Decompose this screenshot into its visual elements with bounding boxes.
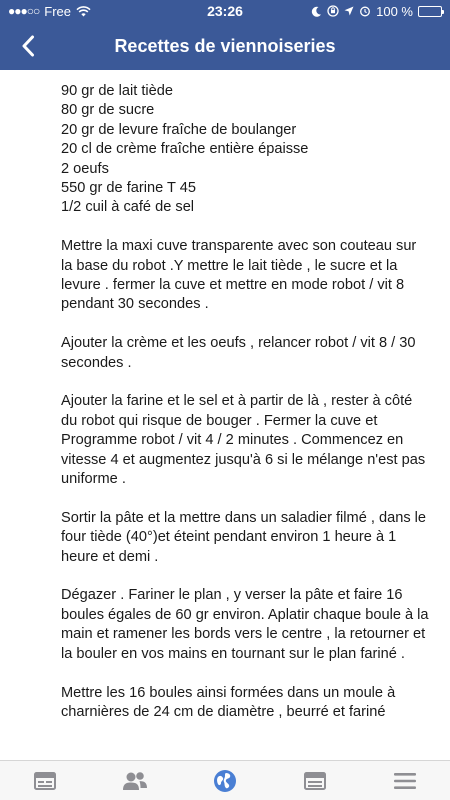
hamburger-menu-icon bbox=[394, 772, 416, 790]
tab-articles[interactable] bbox=[285, 762, 345, 800]
chevron-left-icon bbox=[21, 35, 35, 57]
tab-explore[interactable] bbox=[195, 762, 255, 800]
page-title: Recettes de viennoiseries bbox=[114, 35, 336, 56]
recipe-step: Mettre la maxi cuve transparente avec son couteau sur la base du robot .Y mettre le lait tiède , le sucre et la levure . fermer la cuve et mettre en mode robot / vit 8 pendant 30 secondes . bbox=[61, 238, 417, 313]
ingredient-item: 1/2 cuil à café de sel bbox=[61, 199, 195, 216]
tab-community[interactable] bbox=[105, 762, 165, 800]
recipe-step: Mettre les 16 boules ainsi formées dans un moule à charnières de 24 cm de diamètre , beurré et fariné bbox=[61, 684, 396, 720]
signal-icon: ●●●○○ bbox=[8, 4, 40, 18]
browser-window-icon bbox=[34, 772, 56, 790]
status-left bbox=[8, 4, 91, 19]
tab-news[interactable] bbox=[15, 762, 75, 800]
back-button[interactable] bbox=[12, 30, 44, 62]
battery-percent: 100 % bbox=[376, 3, 413, 19]
tab-menu[interactable] bbox=[375, 762, 435, 800]
recipe-step: Ajouter la farine et le sel et à partir de là , rester à côté du robot qui risque de bouger . Fermer la cuve et Programme robot / vit 4 / 2 minutes . Commencez en vitesse 4 et augmentez jusqu'à 6 si le mélange n'est pas uniforme . bbox=[61, 393, 426, 488]
location-icon bbox=[344, 6, 354, 16]
moon-icon bbox=[311, 6, 322, 17]
recipe-content[interactable] bbox=[0, 70, 450, 760]
battery-icon bbox=[418, 6, 442, 17]
recipe-step: Dégazer . Fariner le plan , y verser la pâte et faire 16 boules égales de 60 gr environ. Aplatir chaque boule à la main et ramener les bords vers le centre , la retourner et la bouler en vos mains en tournant sur le plan fariné . bbox=[61, 587, 429, 662]
wifi-icon bbox=[76, 6, 91, 17]
carrier-name: Free bbox=[44, 3, 71, 19]
users-icon bbox=[122, 771, 148, 791]
ingredient-item: 2 oeufs bbox=[61, 160, 109, 177]
globe-icon bbox=[213, 769, 237, 793]
alarm-icon bbox=[359, 5, 371, 17]
ingredient-list bbox=[61, 82, 430, 218]
status-time: 23:26 bbox=[207, 3, 243, 19]
ingredient-item: 90 gr de lait tiède bbox=[61, 83, 173, 99]
recipe-step: Ajouter la crème et les oeufs , relancer robot / vit 8 / 30 secondes . bbox=[61, 335, 416, 371]
status-right bbox=[311, 4, 442, 19]
status-bar bbox=[0, 0, 450, 22]
ingredient-item: 20 cl de crème fraîche entière épaisse bbox=[61, 141, 309, 158]
rotation-lock-icon bbox=[327, 5, 339, 17]
ingredient-item: 80 gr de sucre bbox=[61, 102, 155, 119]
nav-bar bbox=[0, 22, 450, 70]
browser-window-icon bbox=[304, 772, 326, 790]
tab-bar bbox=[0, 760, 450, 800]
recipe-step: Sortir la pâte et la mettre dans un saladier filmé , dans le four tiède (40°)et éteint pendant environ 1 heure à 1 heure et demi . bbox=[61, 509, 427, 565]
ingredient-item: 550 gr de farine T 45 bbox=[61, 180, 196, 197]
ingredient-item: 20 gr de levure fraîche de boulanger bbox=[61, 121, 297, 138]
